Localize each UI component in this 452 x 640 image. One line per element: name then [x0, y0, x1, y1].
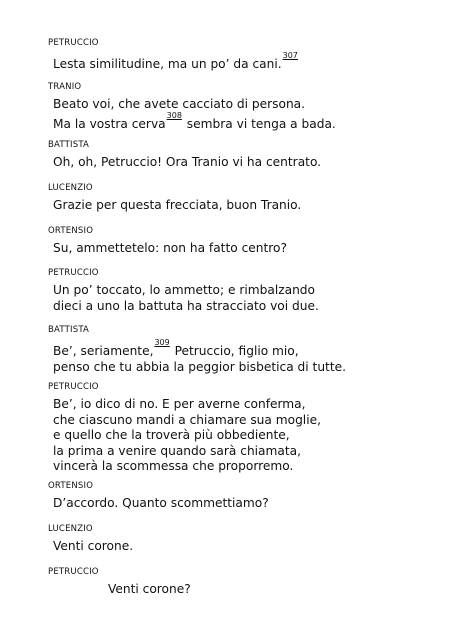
- speaker-name: LUCENZIO: [48, 183, 93, 193]
- speech-block: [48, 325, 428, 375]
- speech-block: [48, 38, 428, 73]
- footnote-ref[interactable]: 309: [154, 338, 170, 347]
- verse-line: vincerà la scommessa che proporremo.: [53, 459, 294, 473]
- verse-line: [53, 340, 428, 360]
- speaker-name: BATTISTA: [48, 325, 90, 335]
- speaker-name: ORTENSIO: [48, 226, 94, 236]
- speaker-name: PETRUCCIO: [48, 567, 99, 577]
- speech-block: [48, 226, 428, 257]
- verse-line: Beato voi, che avete cacciato di persona.: [53, 97, 306, 111]
- verse-line: Un po’ toccato, lo ammetto; e rimbalzando: [53, 283, 315, 297]
- verse-text: Lesta similitudine, ma un po’ da cani.: [53, 57, 282, 72]
- speech-block: [48, 567, 428, 598]
- verse-text: sembra vi tenga a bada.: [182, 116, 336, 131]
- verse-line: [53, 53, 428, 73]
- speaker-name: PETRUCCIO: [48, 268, 99, 278]
- verse-line: la prima a venire quando sarà chiamata,: [53, 443, 301, 458]
- speaker-name: BATTISTA: [48, 140, 90, 150]
- speaker-name: ORTENSIO: [48, 481, 94, 491]
- speech-block: [48, 524, 428, 555]
- verse-text: Petruccio, figlio mio,: [170, 344, 299, 359]
- verse-line: D’accordo. Quanto scommettiamo?: [53, 496, 269, 510]
- speech-block: [48, 481, 428, 512]
- verse-line: penso che tu abbia la peggior bisbetica di tutte.: [53, 359, 346, 374]
- speaker-name: PETRUCCIO: [48, 38, 99, 48]
- speech-block: [48, 82, 428, 132]
- verse-line: Su, ammettetelo: non ha fatto centro?: [53, 241, 287, 255]
- speech-block: [48, 140, 428, 171]
- footnote-ref[interactable]: 307: [282, 51, 298, 60]
- speaker-name: PETRUCCIO: [48, 382, 99, 392]
- footnote-ref[interactable]: 308: [166, 110, 182, 120]
- verse-text: Be’, seriamente,: [53, 344, 154, 359]
- verse-line: e quello che la troverà più obbediente,: [53, 428, 290, 442]
- speaker-name: TRANIO: [48, 82, 82, 92]
- speech-block: [48, 268, 428, 314]
- speaker-name: LUCENZIO: [48, 524, 93, 534]
- speech-block: [48, 183, 428, 214]
- verse-line: che ciascuno mandi a chiamare sua moglie,: [53, 412, 321, 427]
- speech-block: [48, 382, 428, 475]
- verse-line: Be’, io dico di no. E per averne conferma,: [53, 397, 306, 411]
- verse-line: Venti corone.: [53, 539, 134, 553]
- verse-line: dieci a uno la battuta ha stracciato voi due.: [53, 298, 319, 313]
- verse-line-indented: Venti corone?: [108, 582, 191, 596]
- verse-line: Grazie per questa frecciata, buon Tranio.: [53, 198, 302, 212]
- verse-text: Ma la vostra cerva: [53, 116, 166, 131]
- verse-line: [53, 110, 428, 133]
- verse-line: Oh, oh, Petruccio! Ora Tranio vi ha centrato.: [53, 155, 322, 169]
